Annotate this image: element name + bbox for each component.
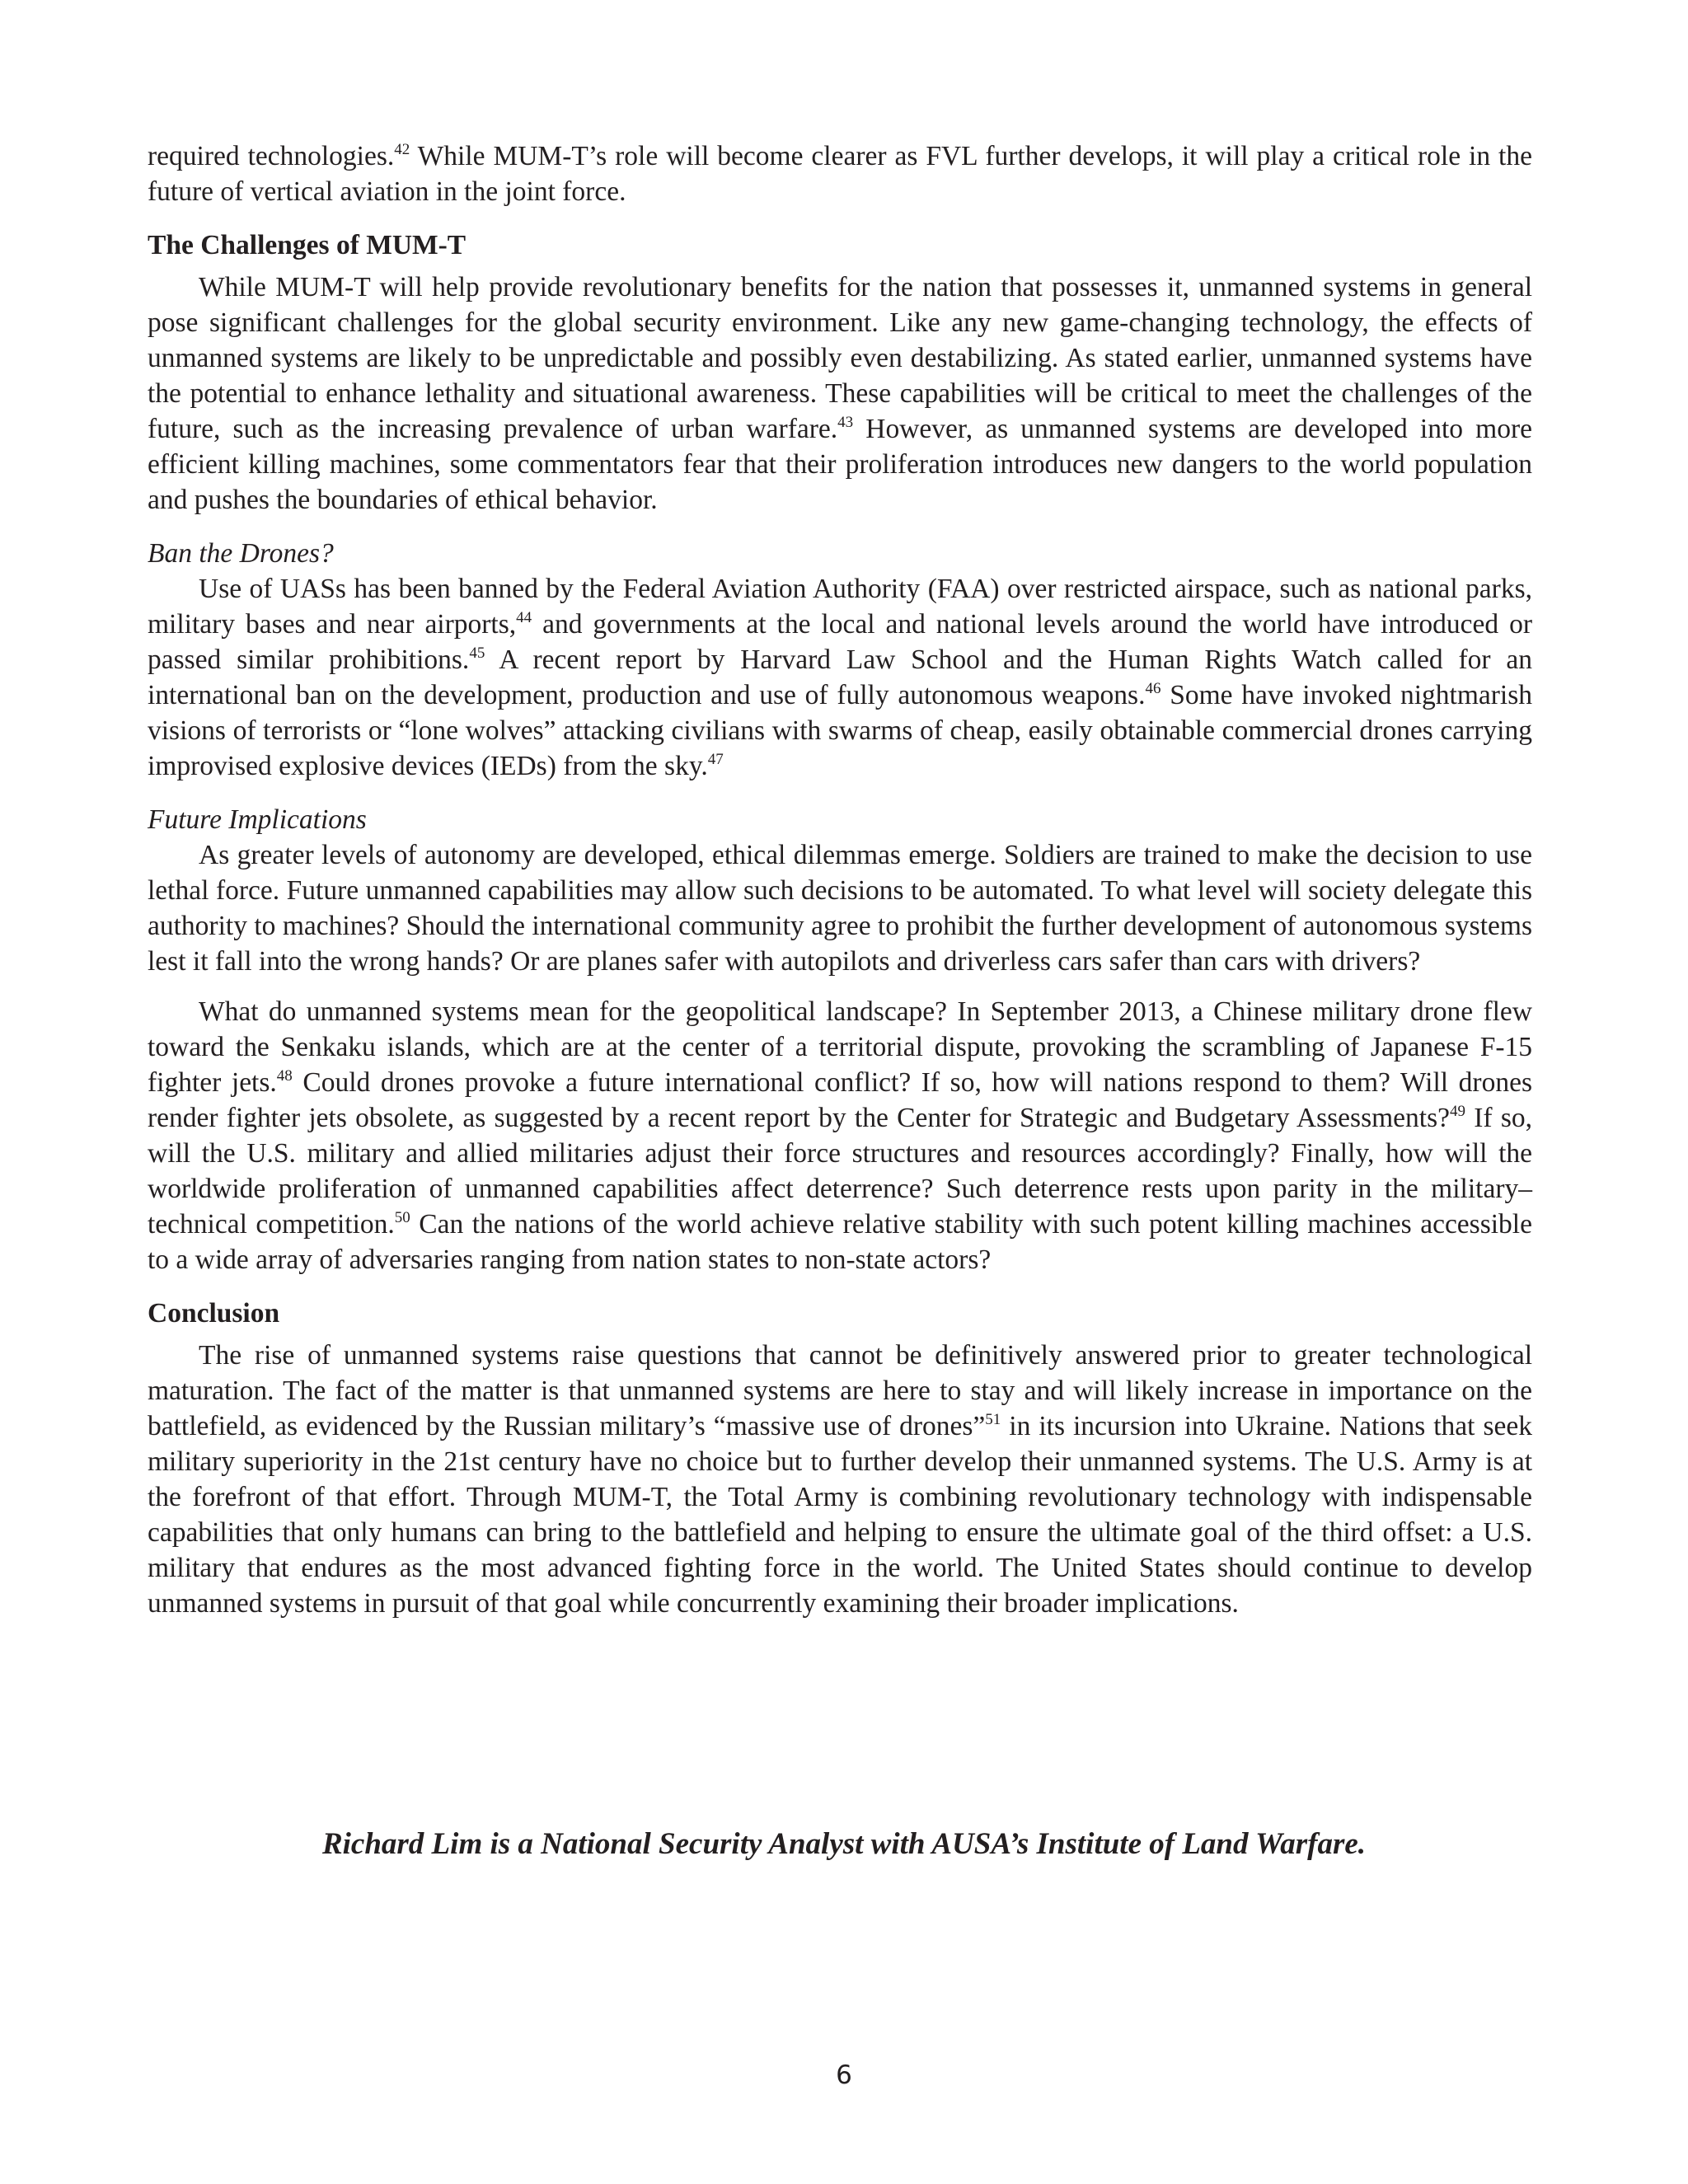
footnote-ref-51: 51 <box>985 1411 1001 1428</box>
author-byline: Richard Lim is a National Security Analyst with AUSA’s Institute of Land Warfare. <box>321 1827 1367 1861</box>
page-number: 6 <box>836 2060 852 2090</box>
footnote-ref-47: 47 <box>707 751 724 768</box>
footnote-ref-49: 49 <box>1450 1103 1465 1120</box>
ban-paragraph: Use of UASs has been banned by the Federal Aviation Authority (FAA) over restricted airspace, such as national parks, military bases and near airports,$^{44}$ and governments at the local and national levels around the world have introduced or passed similar prohibitions.$^{45}$ A recent report by Harvard Law School and the Human Rights Watch called for an international ban on the development, production and use of fully autonomous weapons.$^{46}$ Some have invoked nightmarish visions of terrorists or “lone wolves” attacking civilians with swarms of cheap, easily obtainable commercial drones carrying improvised explosive devices (IEDs) from the sky.$^{47}$ <box>148 574 1533 781</box>
footnote-ref-45: 45 <box>469 644 485 662</box>
footnote-ref-43: 43 <box>837 414 854 431</box>
future-paragraph-1: As greater levels of autonomy are developed, ethical dilemmas emerge. Soldiers are trained to make the decision to use lethal force. Future unmanned capabilities may allow such decisions to be automated. To what level will society delegate this authority to machines? Should the international community agree to prohibit the further development of autonomous systems lest it fall into the wrong hands? Or are planes safer with autopilots and driverless cars safer than cars with drivers? <box>148 840 1532 977</box>
footnote-ref-44: 44 <box>516 609 532 626</box>
footnote-ref-42: 42 <box>394 141 410 158</box>
heading-challenges-of-mum-t: The Challenges of MUM-T <box>148 230 467 260</box>
footnote-ref-50: 50 <box>394 1209 410 1226</box>
footnote-ref-48: 48 <box>276 1067 293 1085</box>
conclusion-paragraph: The rise of unmanned systems raise questions that cannot be definitively answered prior to greater technological maturation. The fact of the matter is that unmanned systems are here to stay and will likely increase in importance on the battlefield, as evidenced by the Russian military’s “massive use of drones”$^{51}$ in its incursion into Ukraine. Nations that seek military superiority in the 21st century have no choice but to further develop their unmanned systems. The U.S. Army is at the forefront of that effort. Through MUM-T, the Total Army is combining revolutionary technology with indispensable capabilities that only humans can bring to the battlefield and helping to ensure the ultimate goal of the third offset: a U.S. military that endures as the most advanced fighting force in the world. The United States should continue to develop unmanned systems in pursuit of that goal while concurrently examining their broader implications. <box>148 1340 1533 1619</box>
future-paragraph-2: What do unmanned systems mean for the geopolitical landscape? In September 2013, a Chinese military drone flew toward the Senkaku islands, which are at the center of a territorial dispute, provoking the scrambling of Japanese F-15 fighter jets.$^{48}$ Could drones provoke a future international conflict? If so, how will nations respond to them? Will drones render fighter jets obsolete, as suggested by a recent report by the Center for Strategic and Budgetary Assessments?$^{49}$ If so, will the U.S. military and allied militaries adjust their force structures and resources accordingly? Finally, how will the worldwide proliferation of unmanned capabilities affect deterrence? Such deterrence rests upon parity in the military–technical competition.$^{50}$ Can the nations of the world achieve relative stability with such potent killing machines accessible to a wide array of adversaries ranging from nation states to non-state actors? <box>148 996 1532 1275</box>
challenges-paragraph: While MUM-T will help provide revolutionary benefits for the nation that possesses it, unmanned systems in general pose significant challenges for the global security environment. Like any new game-changing technology, the effects of unmanned systems are likely to be unpredictable and possibly even destabilizing. As stated earlier, unmanned systems have the potential to enhance lethality and situational awareness. These capabilities will be critical to meet the challenges of the future, such as the increasing prevalence of urban warfare.$^{43}$ However, as unmanned systems are developed into more efficient killing machines, some commentators fear that their proliferation introduces new dangers to the world population and pushes the boundaries of ethical behavior. <box>148 272 1532 515</box>
subheading-ban-the-drones: Ban the Drones? <box>148 538 334 569</box>
subheading-future-implications: Future Implications <box>148 804 367 835</box>
heading-conclusion: Conclusion <box>148 1298 280 1329</box>
document-body <box>148 138 1532 1621</box>
continuation-paragraph: required technologies.$^{42}$ While MUM-T’s role will become clearer as FVL further develops, it will play a critical role in the future of vertical aviation in the joint force. <box>148 141 1532 207</box>
footnote-ref-46: 46 <box>1145 680 1161 697</box>
